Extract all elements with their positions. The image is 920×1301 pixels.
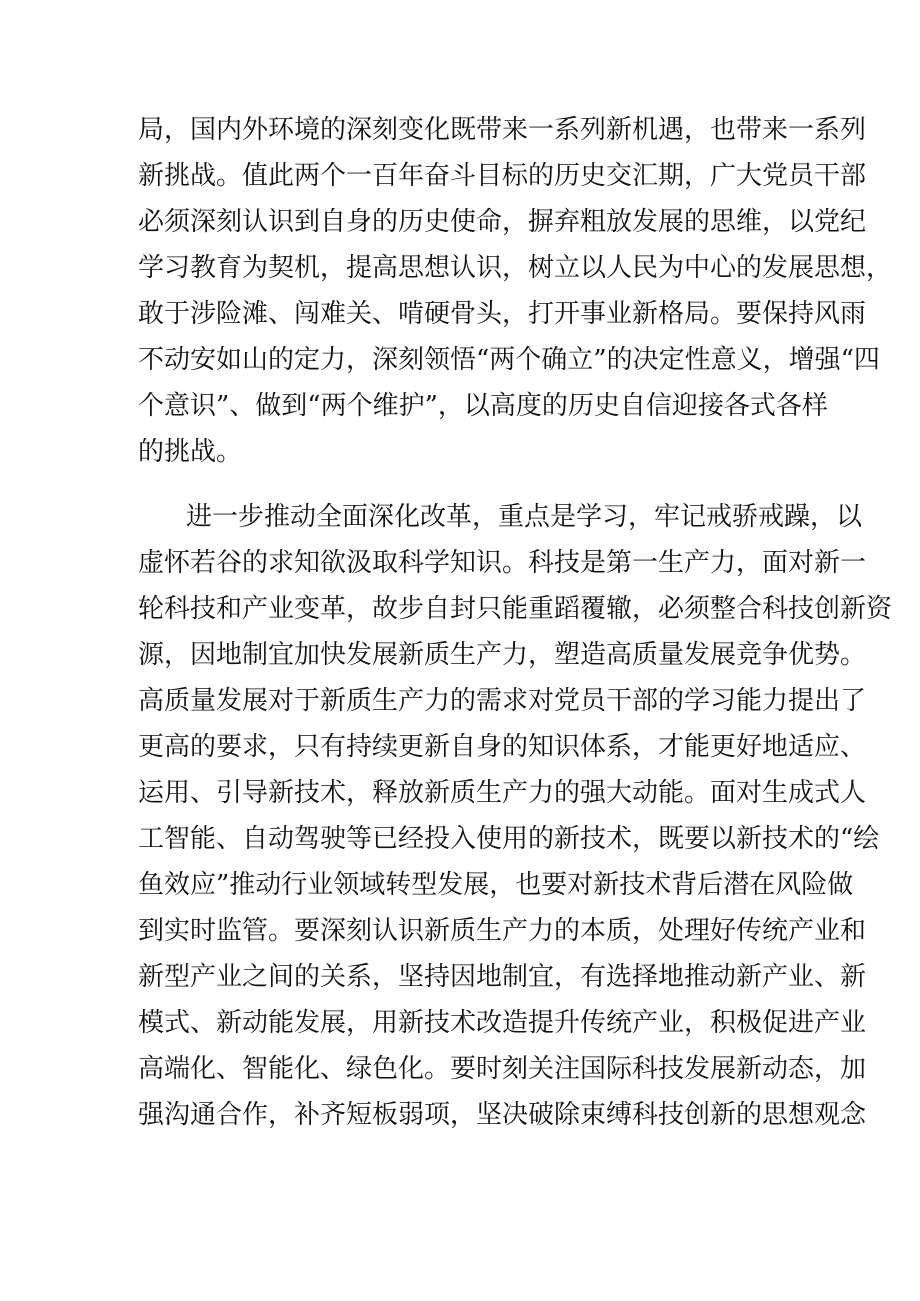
text-line: 高质量发展对于新质生产力的需求对党员干部的学习能力提出了 [138,686,867,716]
text-line: 工智能、自动驾驶等已经投入使用的新技术，既要以新技术的“绘 [138,824,880,854]
text-line: 新型产业之间的关系，坚持因地制宜，有选择地推动新产业、新 [138,962,867,992]
text-line: 进一步推动全面深化改革，重点是学习，牢记戒骄戒躁，以 [186,502,863,532]
text-line: 局，国内外环境的深刻变化既带来一系列新机遇，也带来一系列 [138,115,867,145]
text-line: 学习教育为契机，提高思想认识，树立以人民为中心的发展思想， [138,253,893,283]
text-line: 源，因地制宜加快发展新质生产力，塑造高质量发展竞争优势。 [138,640,867,670]
text-line: 的挑战。 [138,437,243,467]
text-line: 轮科技和产业变革，故步自封只能重蹈覆辙，必须整合科技创新资 [138,594,893,624]
text-line: 运用、引导新技术，释放新质生产力的强大动能。面对生成式人 [138,778,867,808]
text-line: 虚怀若谷的求知欲汲取科学知识。科技是第一生产力，面对新一 [138,548,867,578]
text-line: 个意识”、做到“两个维护”，以高度的历史自信迎接各式各样 [138,391,828,421]
text-line: 强沟通合作，补齐短板弱项，坚决破除束缚科技创新的思想观念 [138,1100,867,1130]
text-line: 模式、新动能发展，用新技术改造提升传统产业，积极促进产业 [138,1008,867,1038]
text-line: 鱼效应”推动行业领域转型发展，也要对新技术背后潜在风险做 [138,870,854,900]
text-line: 更高的要求，只有持续更新自身的知识体系，才能更好地适应、 [138,732,867,762]
text-line: 到实时监管。要深刻认识新质生产力的本质，处理好传统产业和 [138,916,867,946]
text-line: 新挑战。值此两个一百年奋斗目标的历史交汇期，广大党员干部 [138,161,867,191]
text-line: 不动安如山的定力，深刻领悟“两个确立”的决定性意义，增强“四 [138,345,880,375]
text-line: 敢于涉险滩、闯难关、啃硬骨头，打开事业新格局。要保持风雨 [138,299,867,329]
text-line: 高端化、智能化、绿色化。要时刻关注国际科技发展新动态，加 [138,1054,867,1084]
text-line: 必须深刻认识到自身的历史使命，摒弃粗放发展的思维，以党纪 [138,207,867,237]
